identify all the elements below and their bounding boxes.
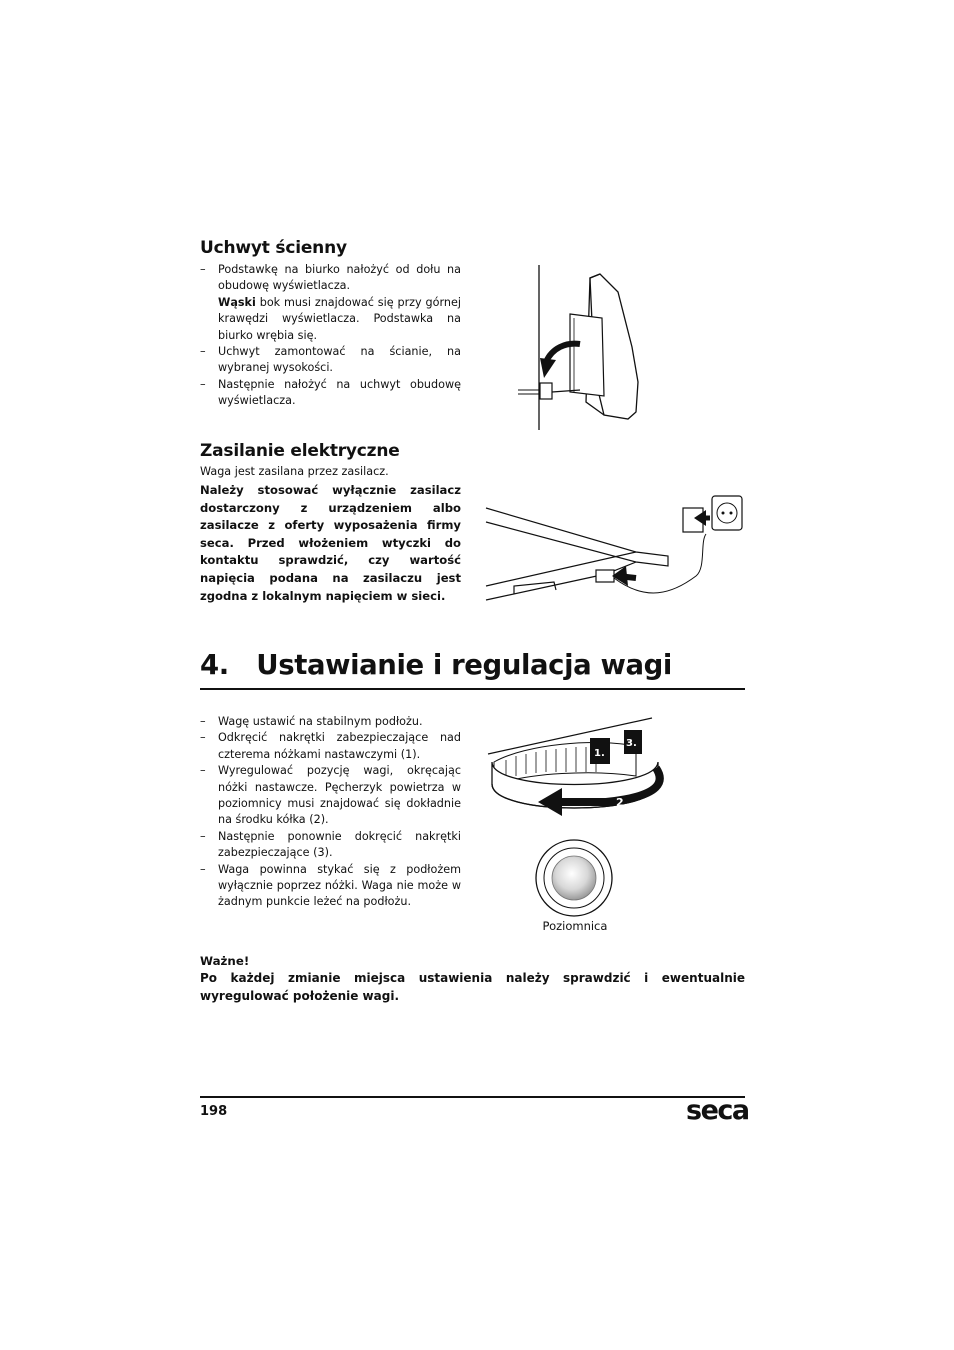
seca-logo: seca: [686, 1095, 749, 1126]
level-caption: Poziomnica: [542, 919, 608, 933]
setup-list: [200, 714, 461, 911]
step-1-label: 1.: [594, 748, 605, 759]
leveling-foot-illustration: [486, 716, 666, 826]
power-warning: Należy stosować wyłącznie zasilacz dostarczony z urządzeniem albo zasilacze z oferty wyposażenia firmy seca. Przed włożeniem wtyczki do kontaktu sprawdzić, czy wartość napięcia podana na zasilaczu jest zgodna z lokalnym napięciem w sieci.: [200, 483, 461, 603]
step-2-label: 2.: [616, 796, 628, 809]
important-text: Po każdej zmianie miejsca ustawienia należy sprawdzić i ewentualnie wyregulować położenie wagi.: [200, 971, 745, 1003]
chapter-title: 4. Ustawianie i regulacja wagi: [200, 649, 672, 681]
page-number: 198: [200, 1104, 228, 1119]
list-item: – Wyregulować pozycję wagi, okręcając nóżki nastawcze. Pęcherzyk powietrza w poziomnicy musi znajdować się dokładnie na środku kółka (2).: [200, 764, 461, 827]
spirit-level-illustration: [534, 838, 616, 920]
power-intro: Waga jest zasilana przez zasilacz.: [200, 465, 389, 478]
list-item: – Waga powinna stykać się z podłożem wyłącznie poprzez nóżki. Waga nie może w żadnym punkcie leżeć na podłożu.: [200, 862, 461, 909]
power-heading: Zasilanie elektryczne: [200, 441, 400, 461]
list-item: – Następnie nałożyć na uchwyt obudowę wyświetlacza.: [200, 377, 461, 408]
list-item: – Następnie ponownie dokręcić nakrętki zabezpieczające (3).: [200, 829, 461, 860]
wall-mount-list: [200, 262, 461, 410]
chapter-rule: [200, 688, 745, 690]
wall-mount-heading: Uchwyt ścienny: [200, 238, 347, 258]
step-3-label: 3.: [626, 738, 637, 749]
wall-mount-illustration: [510, 262, 650, 432]
important-title: Ważne!: [200, 954, 250, 968]
list-item: – Uchwyt zamontować na ścianie, na wybranej wysokości.: [200, 345, 461, 375]
list-item: – Odkręcić nakrętki zabezpieczające nad czterema nóżkami nastawczymi (1).: [200, 731, 461, 761]
power-supply-illustration: [486, 490, 748, 610]
list-item: – Wagę ustawić na stabilnym podłożu.: [200, 715, 423, 728]
footer-rule: [200, 1096, 745, 1098]
list-item: – Podstawkę na biurko nałożyć od dołu na obudowę wyświetlacza. Wąski bok musi znajdować się przy górnej krawędzi wyświetlacza. Podstawka na biurko wrębia się.: [200, 263, 461, 342]
